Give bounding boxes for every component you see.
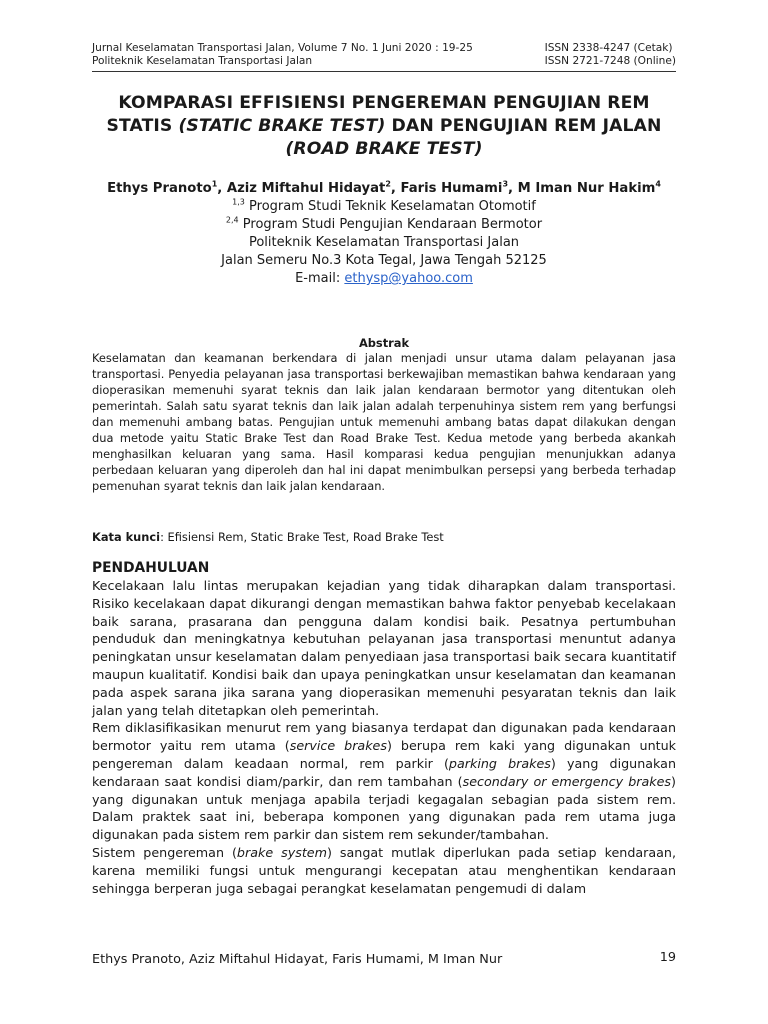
author-separator: , [390,181,401,196]
paragraph-3 [92,844,676,897]
affiliation-1 [60,198,708,216]
affiliation-email [60,270,708,288]
title-line-2-italic: (STATIC BRAKE TEST) [178,116,386,136]
author-name: Aziz Miftahul Hidayat [226,181,386,196]
email-link[interactable]: ethysp@yahoo.com [344,271,473,286]
author-list [60,180,708,197]
keywords [92,529,682,545]
title-line-2-a: STATIS [106,116,179,136]
running-header-right [545,42,676,68]
page-number: 19 [659,950,676,965]
paragraph-text: ) berupa rem kaki yang digunakan untuk pengereman dalam keadaan normal, rem parkir ( [92,738,676,771]
paragraph-text: Rem diklasifikasikan menurut rem yang biasanya terdapat dan digunakan pada kendaraan bermotor yaitu rem utama ( [92,720,676,754]
section-heading: PENDAHULUAN [92,560,210,576]
author-name: M Iman Nur Hakim [517,181,656,196]
author-name: Faris Humami [400,181,503,196]
affiliation-sup: 2,4 [225,215,239,225]
section-body [92,577,676,897]
keywords-label: Kata kunci [92,530,161,544]
title-line-3 [80,138,688,161]
affiliation-2 [60,216,708,234]
keywords-text: : Efisiensi Rem, Static Brake Test, Road Brake Test [160,530,444,544]
paper-title [80,92,688,161]
paragraph-italic: brake system [236,844,327,860]
author-sup: 2 [385,179,391,189]
affiliations [60,198,708,288]
paragraph-2 [92,719,676,844]
header-divider [92,71,676,72]
author-separator: , [217,181,227,196]
author-sup: 1 [211,179,218,189]
paragraph-text: ) yang digunakan untuk menjaga apabila terjadi kegagalan sebagian pada sistem rem. Dalam praktek saat ini, beberapa komponen yang digunakan pada rem utama juga digunakan pada sistem rem parkir dan sistem rem sekunder/tambahan. [92,773,676,843]
affiliation-institution: Politeknik Keselamatan Transportasi Jalan [248,235,520,250]
email-label: E-mail: [295,271,345,286]
paragraph-text: ) yang digunakan kendaraan saat kondisi diam/parkir, dan rem tambahan ( [92,755,676,789]
author-sup: 3 [502,179,509,189]
paragraph-1: Kecelakaan lalu lintas merupakan kejadian yang tidak diharapkan dalam transportasi. Risiko kecelakaan dapat dikurangi dengan memastikan bahwa faktor penyebab kecelakaan baik sarana, prasarana dan pengguna dalam kondisi baik. Pesatnya pertumbuhan penduduk dan meningkatnya kebutuhan pelayanan jasa transportasi menuntut adanya peningkatan unsur keselamatan dalam penyediaan jasa transportasi baik secara kuantitatif maupun kualitatif. Kondisi baik dan upaya peningkatkan unsur keselamatan dan keamanan pada aspek sarana jika sarana yang dioperasikan memenuhi pesyaratan teknis dan laik jalan yang telah ditetapkan oleh pemerintah. [92,578,676,718]
journal-citation: Jurnal Keselamatan Transportasi Jalan, Volume 7 No. 1 Juni 2020 : 19-25 [92,42,473,54]
affiliation-address: Jalan Semeru No.3 Kota Tegal, Jawa Tengah 52125 [221,253,547,268]
paragraph-text: ) sangat mutlak diperlukan pada setiap kendaraan, karena memiliki fungsi untuk mengurangi kecepatan atau menghentikan kendaraan sehingga berperan juga sebagai perangkat keselamatan pengemudi di dalam [92,844,676,896]
author-sup: 4 [655,179,661,189]
title-line-2-c: DAN PENGUJIAN REM JALAN [385,116,662,136]
title-line-2 [80,115,688,138]
abstract-body: Keselamatan dan keamanan berkendara di jalan menjadi unsur utama dalam pelayanan jasa transportasi. Penyedia pelayanan jasa transportasi berkewajiban memastikan bahwa kendaraan yang dioperasikan memenuhi syarat teknis dan laik jalan kendaraan bermotor yang ditentukan oleh pemerintah. Salah satu syarat teknis dan laik jalan adalah terpenuhinya sistem rem yang berfungsi dan memenuhi ambang batas. Pengujian untuk memenuhi ambang batas dapat dilakukan dengan dua metode yaitu Static Brake Test dan Road Brake Test. Kedua metode yang berbeda akankah menghasilkan keluaran yang sama. Hasil komparasi kedua pengujian menunjukkan adanya perbedaan keluaran yang diperoleh dan hal ini dapat menimbulkan persepsi yang berbeda terhadap pemenuhan syarat teknis dan laik jalan kendaraan. [92,351,676,493]
footer-authors: Ethys Pranoto, Aziz Miftahul Hidayat, Faris Humami, M Iman Nur [92,952,503,967]
affiliation-sup: 1,3 [232,197,245,207]
paragraph-text: Sistem pengereman ( [92,844,237,860]
title-line-3-italic: (ROAD BRAKE TEST) [285,139,483,159]
running-header-left [92,42,473,68]
affiliation-text: Program Studi Pengujian Kendaraan Bermotor [242,217,543,232]
paragraph-italic: service brakes [289,738,387,754]
issn-online: ISSN 2721-7248 (Online) [544,55,676,67]
author-separator: , [508,181,518,196]
paragraph-italic: secondary or emergency brakes [462,773,672,789]
issn-print: ISSN 2338-4247 (Cetak) [544,42,673,54]
journal-institution: Politeknik Keselamatan Transportasi Jalan [92,55,313,67]
affiliation-text: Program Studi Teknik Keselamatan Otomotif [249,199,536,214]
author-name: Ethys Pranoto [107,181,212,196]
title-line-1: KOMPARASI EFFISIENSI PENGEREMAN PENGUJIAN REM [118,93,650,113]
abstract-heading: Abstrak [358,336,410,350]
paragraph-italic: parking brakes [448,755,551,771]
